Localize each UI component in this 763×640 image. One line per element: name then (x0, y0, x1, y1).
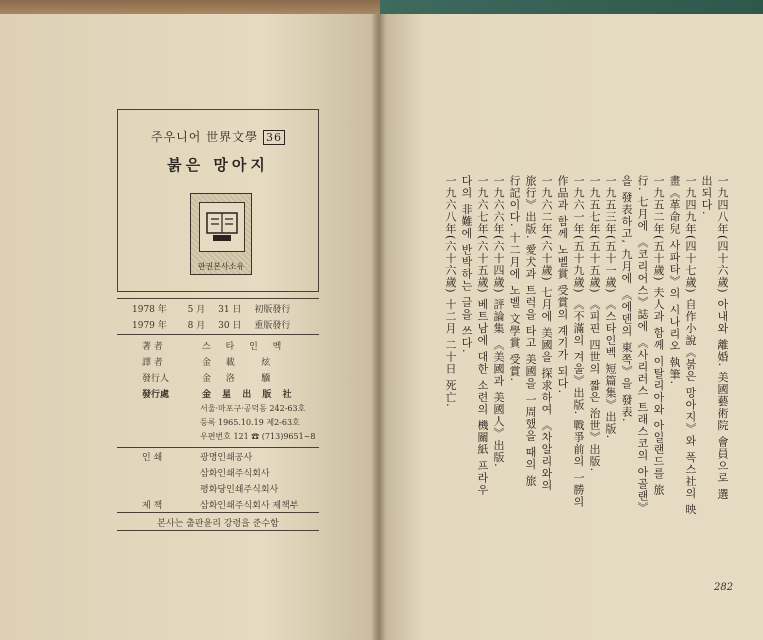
printing-rule (117, 447, 319, 448)
printer-1: 광명인쇄공사 (200, 453, 253, 463)
credit-publishing-house (142, 387, 296, 400)
edition-day: 31 日 (218, 305, 242, 315)
chronology-line: 行記이다. 十二月에 노벨 文學賞 受賞. (508, 175, 521, 382)
printer-3: 평화당인쇄주식회사 (200, 485, 279, 495)
credits-rule (117, 334, 319, 335)
page-gutter (372, 14, 386, 640)
colophon-frame-bottom (117, 291, 319, 292)
chronology-line: 一九五七年(五十五歲) 《피핀 四世의 짧은 治世》出版. (588, 175, 601, 473)
colophon-frame-top (117, 109, 319, 110)
chronology-line: 다의 非難에 반박하는 글을 쓰다. (460, 175, 473, 354)
credit-role: 譯 者 (142, 358, 163, 368)
editions-rule (117, 298, 319, 299)
page-number: 282 (714, 582, 734, 593)
series-name: 주우니어 世界文學 (150, 130, 259, 144)
chronology-line: 作品과 함께 노벨賞 受賞의 계기가 되다. (556, 175, 569, 394)
edition-year: 1978 年 (132, 305, 167, 315)
colophon-bottom-rule (117, 530, 319, 531)
series-number: 36 (263, 130, 285, 145)
chronology-line: 畫《革命兒 사파타》의 시나리오 執筆. (668, 175, 681, 385)
chronology-line: 一九四八年(四十六歲) 아내와 離婚. 美國藝術院 會員으로 選 (716, 175, 729, 501)
chronology-line: 出되다. (700, 175, 713, 216)
credit-role: 發行人 (142, 374, 170, 384)
chronology-line: 一九六七年(六十五歲) 베트남에 대한 소련의 機關紙 프라우 (476, 175, 489, 497)
series-title (143, 128, 293, 145)
address-line-3: 우편번호 121 ☎ (713)9651~8 (200, 432, 316, 441)
credit-name: 스 타 인 벡 (202, 342, 288, 352)
credit-role: 著 者 (142, 342, 163, 352)
edition-day: 30 日 (218, 321, 242, 331)
edition-row-2 (132, 318, 290, 331)
credit-author (142, 339, 288, 352)
stamp-text: 판권본사소유 (197, 262, 245, 271)
colophon-frame-right (318, 109, 319, 292)
chronology-line: 行. 七月에 《코리어스》誌에 《사리러스 트래스코의 아골랜》 (636, 175, 649, 514)
chronology-line: 一九四九年(四十七歲) 自作小說《붉은 망아지》와 폭스社의 映 (684, 175, 697, 516)
book-emblem-icon (205, 209, 239, 245)
printer-2: 삼화인쇄주식회사 (200, 469, 270, 479)
edition-month: 8 月 (187, 321, 206, 331)
chronology-line: 旅行》出版. 愛犬과 트럭을 타고 美國을 一周했을 때의 旅 (524, 175, 537, 487)
chronology-line: 一九六一年(五十九歲) 《不滿의 겨울》出版. 戰爭前의 一勝의 (572, 175, 585, 509)
chronology-line: 을 發表하고, 九月에 《에덴의 東쪽》을 發表. (620, 175, 633, 423)
chronology-line: 一九五三年(五十一歲) 《스타인벡 短篇集》出版. (604, 175, 617, 440)
edition-month: 5 月 (187, 305, 206, 315)
credit-name: 金 洛 驥 (202, 374, 271, 384)
stamp-emblem (199, 202, 245, 252)
copyright-rule (117, 512, 319, 513)
credit-name: 金 載 炫 (202, 358, 271, 368)
edition-row-1 (132, 302, 290, 315)
address-line-1: 서울·마포구·공덕동 242-63호 (200, 404, 306, 413)
book-title: 붉은 망아지 (167, 156, 269, 174)
chronology-line: 一九六二年(六十歲) 七月에 美國을 探求하여 《차알리와의 (540, 175, 553, 492)
colophon-frame-left (117, 109, 118, 292)
edition-year: 1979 年 (132, 321, 167, 331)
edition-label: 重版發行 (254, 321, 291, 331)
credit-name: 金 星 出 版 社 (202, 390, 296, 400)
chronology-line: 一九六八年(六十六歲) 十二月 二十日 死亡. (444, 175, 457, 408)
bind-label: 제 책 (142, 501, 163, 511)
edition-label: 初版發行 (254, 305, 291, 315)
binder: 삼화인쇄주식회사 제책부 (200, 501, 299, 511)
chronology-line: 一九五二年(五十歲) 夫人과 함께 이탈리아와 아일랜드를 旅 (652, 175, 665, 497)
address-line-2: 등록 1965.10.19 제2-63호 (200, 418, 300, 427)
credit-publisher (142, 371, 271, 384)
credit-translator (142, 355, 271, 368)
copyright-note: 본사는 출판윤리 강령을 준수함 (157, 519, 279, 529)
chronology-line: 一九六六年(六十四歲) 評論集 《美國과 美國人》出版. (492, 175, 505, 468)
print-label: 인 쇄 (142, 453, 163, 463)
copyright-stamp (190, 193, 252, 275)
credit-role: 發行處 (142, 390, 170, 400)
